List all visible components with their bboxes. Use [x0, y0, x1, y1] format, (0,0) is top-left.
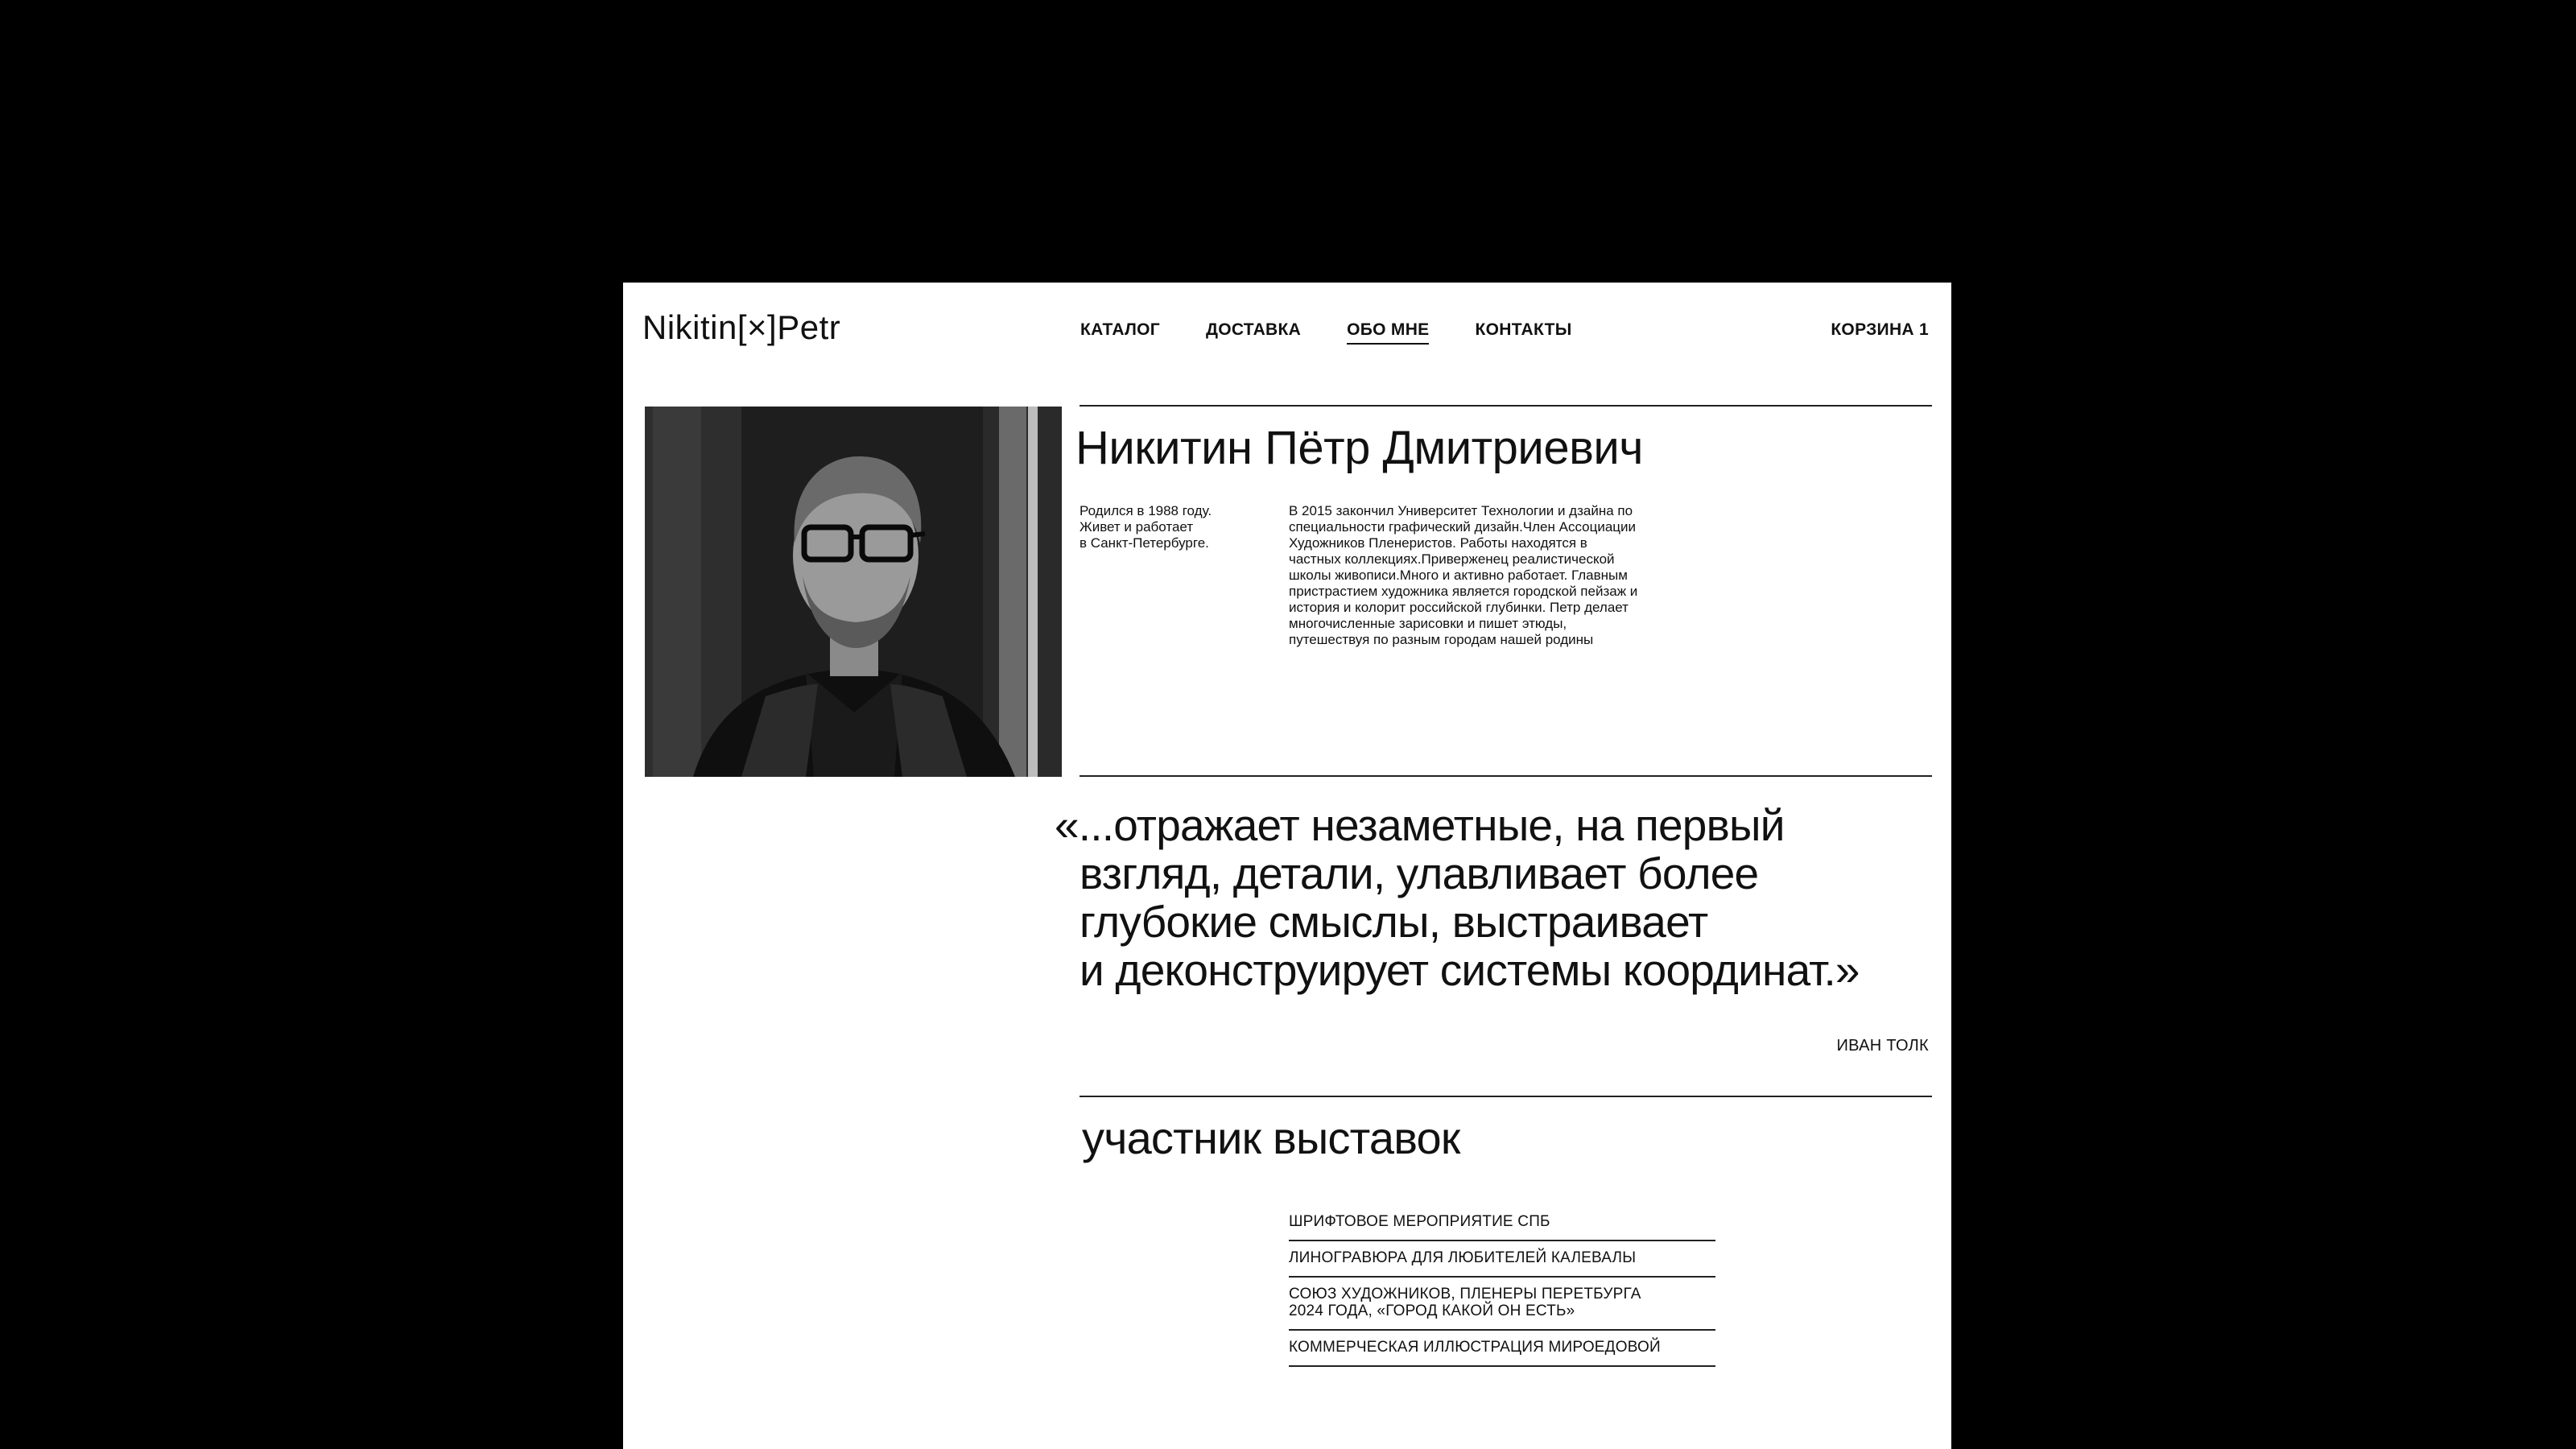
artist-portrait [645, 407, 1062, 777]
site-logo[interactable]: Nikitin[×]Petr [642, 308, 841, 346]
artist-quote [1055, 801, 1932, 994]
quote-top-rule [1080, 775, 1932, 777]
exhibition-item[interactable]: ЛИНОГРАВЮРА ДЛЯ ЛЮБИТЕЛЕЙ КАЛЕВАЛЫ [1289, 1241, 1715, 1278]
portrait-illustration [645, 407, 1062, 777]
exhibitions-list [1289, 1205, 1715, 1367]
nav-item-delivery[interactable]: ДОСТАВКА [1205, 320, 1302, 339]
exhibitions-title: участник выставок [1082, 1113, 1460, 1163]
about-page [623, 283, 1951, 1449]
quote-line: взгляд, детали, улавливает более [1080, 848, 1759, 898]
bio-long-text: В 2015 закончил Университет Технологии и дзайна по специальности графический дизайн.Член Ассоциации Художников Пленеристов. Работы находятся в частных коллекциях.Приверженец реалистической школы живописи.Много и активно работает. Главным пристрастием художника является городской пейзаж и история и колорит российской глубинки. Петр делает многочисленные зарисовки и пишет этюды, путешествуя по разным городам нашей родины [1289, 503, 1638, 647]
cart-link[interactable]: КОРЗИНА 1 [1831, 320, 1929, 339]
quote-author: ИВАН ТОЛК [1836, 1037, 1929, 1055]
main-nav [1080, 320, 1572, 345]
exhibition-item[interactable]: СОЮЗ ХУДОЖНИКОВ, ПЛЕНЕРЫ ПЕРЕТБУРГА 2024 ГОДА, «ГОРОД КАКОЙ ОН ЕСТЬ» [1289, 1278, 1715, 1331]
nav-item-about[interactable]: ОБО МНЕ [1347, 320, 1429, 345]
exhibition-item[interactable]: ШРИФТОВОЕ МЕРОПРИЯТИЕ СПБ [1289, 1205, 1715, 1241]
artist-name: Никитин Пётр Дмитриевич [1075, 422, 1644, 474]
nav-item-catalog[interactable]: КАТАЛОГ [1080, 320, 1160, 339]
bio-short-text: Родился в 1988 году. Живет и работает в Санкт-Петербурге. [1080, 503, 1212, 551]
exhibitions-top-rule [1080, 1096, 1932, 1097]
exhibition-item[interactable]: КОММЕРЧЕСКАЯ ИЛЛЮСТРАЦИЯ МИРОЕДОВОЙ [1289, 1331, 1715, 1367]
bio-top-rule [1080, 405, 1932, 407]
quote-line: «...отражает незаметные, на первый [1055, 800, 1785, 850]
quote-line: и деконструирует системы координат.» [1080, 945, 1860, 995]
quote-line: глубокие смыслы, выстраивает [1080, 897, 1708, 947]
nav-item-contacts[interactable]: КОНТАКТЫ [1475, 320, 1572, 339]
